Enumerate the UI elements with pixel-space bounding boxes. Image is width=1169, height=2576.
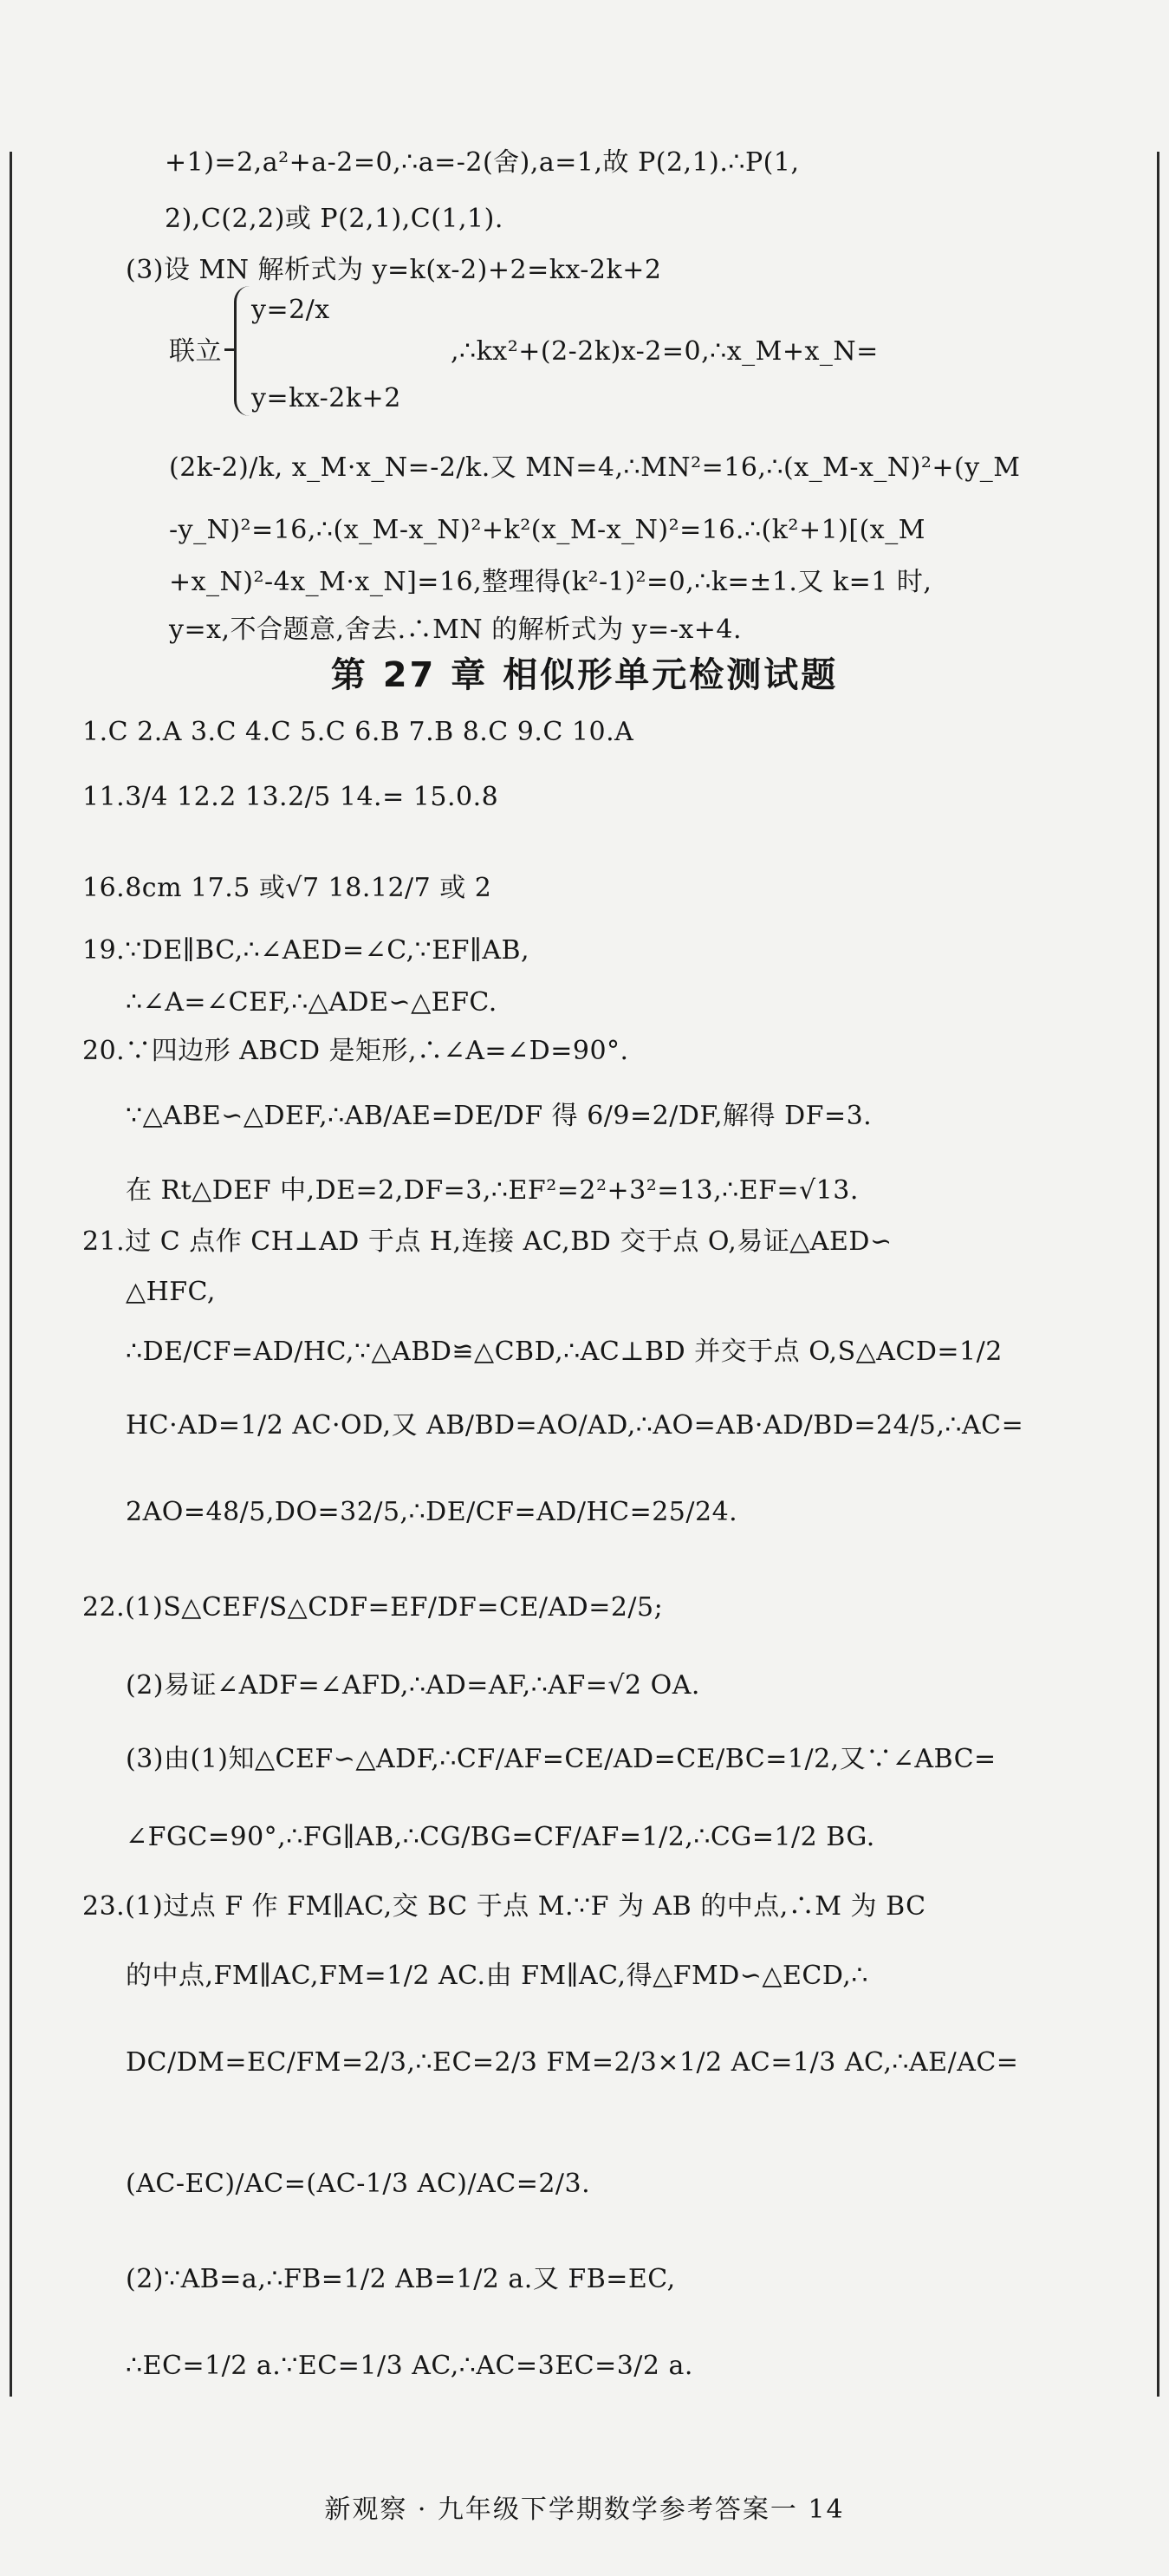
answer-line: 23.(1)过点 F 作 FM∥AC,交 BC 于点 M.∵F 为 AB 的中点,∴M 为 BC	[82, 1891, 926, 1922]
answer-line: 2AO=48/5,DO=32/5,∴DE/CF=AD/HC=25/24.	[126, 1497, 738, 1527]
page-footer: 新观察 · 九年级下学期数学参考答案一 14	[324, 2495, 845, 2525]
answer-line: (AC-EC)/AC=(AC-1/3 AC)/AC=2/3.	[126, 2169, 591, 2199]
text-line: 2),C(2,2)或 P(2,1),C(1,1).	[165, 204, 503, 234]
answer-line: 19.∵DE∥BC,∴∠AED=∠C,∵EF∥AB,	[82, 935, 530, 966]
answer-line: △HFC,	[126, 1277, 216, 1307]
answer-line: 16.8cm 17.5 或√7 18.12/7 或 2	[82, 873, 492, 903]
answer-line: 在 Rt△DEF 中,DE=2,DF=3,∴EF²=2²+3²=13,∴EF=√13.	[126, 1175, 859, 1206]
right-margin-rule	[1157, 152, 1159, 2397]
answer-line: (2)易证∠ADF=∠AFD,∴AD=AF,∴AF=√2 OA.	[126, 1670, 700, 1701]
text-line: +1)=2,a²+a-2=0,∴a=-2(舍),a=1,故 P(2,1).∴P(1,	[165, 147, 800, 178]
answer-line: ∵△ABE∽△DEF,∴AB/AE=DE/DF 得 6/9=2/DF,解得 DF=3.	[126, 1101, 873, 1131]
answer-line: ∠FGC=90°,∴FG∥AB,∴CG/BG=CF/AF=1/2,∴CG=1/2 BG.	[126, 1822, 875, 1852]
text-line: -y_N)²=16,∴(x_M-x_N)²+k²(x_M-x_N)²=16.∴(k²+1)[(x_M	[169, 515, 925, 545]
system-label: 联立	[169, 336, 222, 367]
answer-line: 20.∵四边形 ABCD 是矩形,∴∠A=∠D=90°.	[82, 1036, 629, 1066]
text-line: y=x,不合题意,舍去.∴MN 的解析式为 y=-x+4.	[169, 615, 743, 645]
answer-line: 22.(1)S△CEF/S△CDF=EF/DF=CE/AD=2/5;	[82, 1592, 664, 1623]
system-eq-1: y=2/x	[251, 295, 330, 325]
chapter-title: 第 27 章 相似形单元检测试题	[330, 655, 839, 695]
answer-line: ∴DE/CF=AD/HC,∵△ABD≌△CBD,∴AC⊥BD 并交于点 O,S△ACD=1/2	[126, 1337, 1003, 1367]
answer-line: HC·AD=1/2 AC·OD,又 AB/BD=AO/AD,∴AO=AB·AD/BD=24/5,∴AC=	[126, 1410, 1024, 1441]
answer-line: ∴∠A=∠CEF,∴△ADE∽△EFC.	[126, 987, 497, 1018]
answer-line: 的中点,FM∥AC,FM=1/2 AC.由 FM∥AC,得△FMD∽△ECD,∴	[126, 1961, 868, 1991]
answer-line: (3)由(1)知△CEF∽△ADF,∴CF/AF=CE/AD=CE/BC=1/2,又∵∠ABC=	[126, 1744, 997, 1774]
system-eq-2: y=kx-2k+2	[251, 383, 401, 413]
answer-line: (2)∵AB=a,∴FB=1/2 AB=1/2 a.又 FB=EC,	[126, 2264, 676, 2294]
text-line: (3)设 MN 解析式为 y=k(x-2)+2=kx-2k+2	[126, 255, 662, 285]
text-line: +x_N)²-4x_M·x_N]=16,整理得(k²-1)²=0,∴k=±1.又 k=1 时,	[169, 567, 932, 597]
answer-line: ∴EC=1/2 a.∵EC=1/3 AC,∴AC=3EC=3/2 a.	[126, 2351, 693, 2381]
text-line: ,∴kx²+(2-2k)x-2=0,∴x_M+x_N=	[451, 336, 879, 367]
text-line: (2k-2)/k, x_M·x_N=-2/k.又 MN=4,∴MN²=16,∴(x_M-x_N)²+(y_M	[169, 452, 1021, 483]
left-margin-rule	[10, 152, 12, 2397]
answer-line: 1.C 2.A 3.C 4.C 5.C 6.B 7.B 8.C 9.C 10.A	[82, 717, 634, 747]
answer-line: 11.3/4 12.2 13.2/5 14.= 15.0.8	[82, 782, 499, 812]
answer-line: DC/DM=EC/FM=2/3,∴EC=2/3 FM=2/3×1/2 AC=1/3 AC,∴AE/AC=	[126, 2047, 1019, 2078]
answer-line: 21.过 C 点作 CH⊥AD 于点 H,连接 AC,BD 交于点 O,易证△AED∽	[82, 1226, 893, 1257]
